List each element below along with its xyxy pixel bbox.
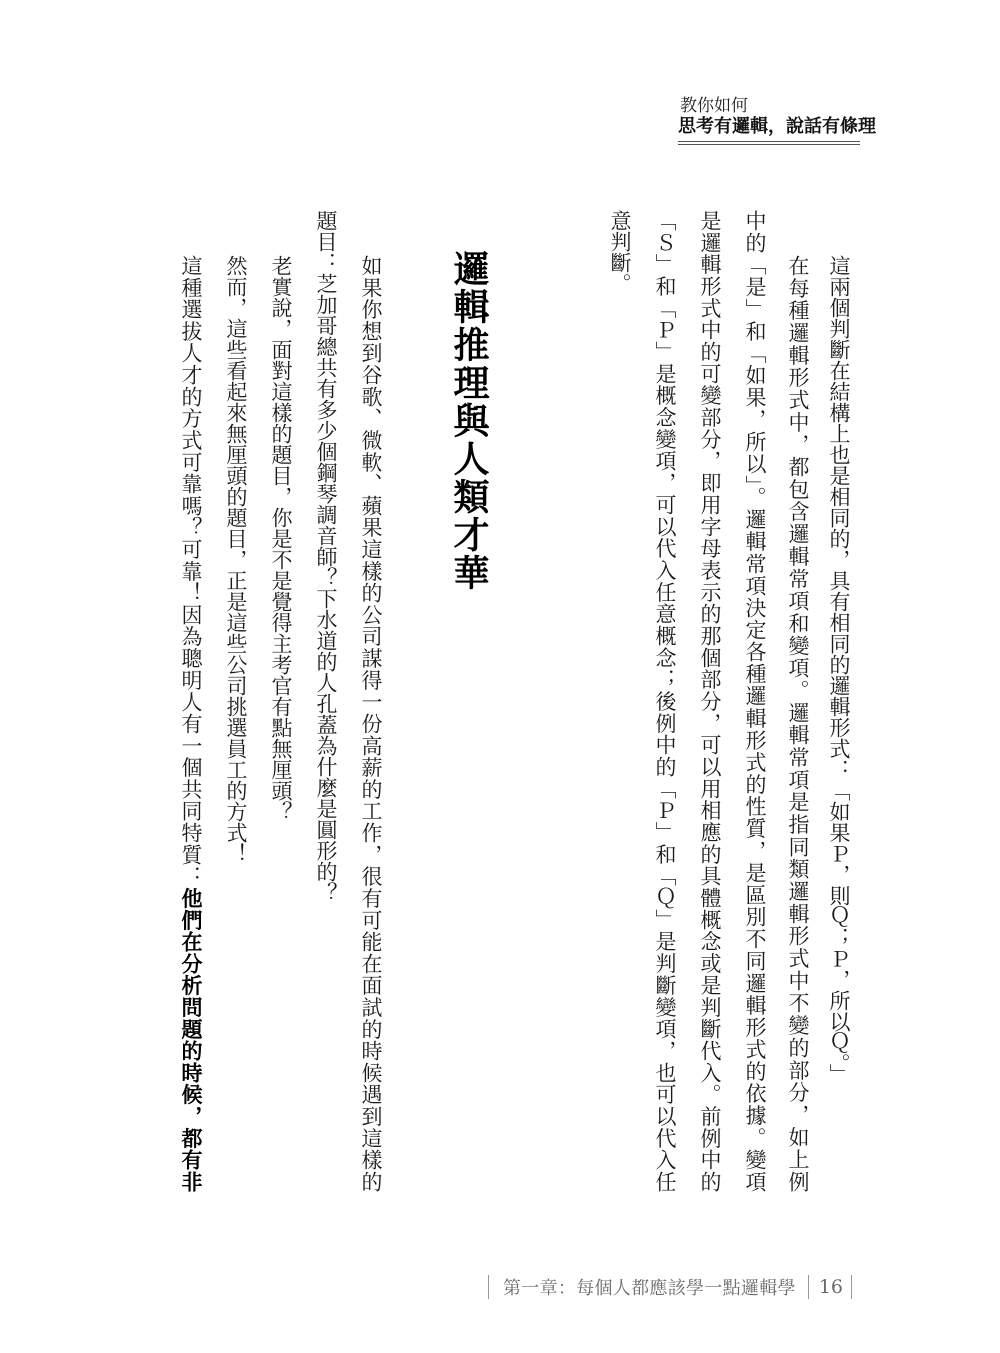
body-column: 如果你想到谷歌、微軟、蘋果這樣的公司謀得一份高薪的工作，很有可能在面試的時候遇到這樣的 — [359, 255, 383, 1192]
footer-divider — [488, 1275, 489, 1299]
running-header — [678, 96, 876, 145]
page-number: 16 — [818, 1276, 843, 1298]
closing-text: 這種選拔人才的方式可靠嗎？可靠！因為聰明人有一個共同特質： — [179, 255, 203, 888]
body-column: 在每種邏輯形式中，都包含邏輯常項和變項。邏輯常項是指同類邏輯形式中不變的部分，如上例 — [786, 255, 810, 1192]
header-rule — [678, 141, 860, 145]
body-column: 然而，這些看起來無厘頭的題目，正是這些公司挑選員工的方式！ — [224, 255, 248, 864]
body-column: 是邏輯形式中的可變部分，即用字母表示的那個部分，可以用相應的具體概念或是判斷代入。前例中的 — [698, 210, 722, 1192]
body-column: 這兩個判斷在結構上也是相同的，具有相同的邏輯形式：「如果Ｐ，則Ｑ；Ｐ，所以Ｑ。」 — [827, 255, 851, 1085]
footer-divider — [808, 1275, 809, 1299]
footer-divider — [851, 1275, 852, 1299]
body-column: 意判斷。 — [608, 210, 632, 294]
book-title: 思考有邏輯，說話有條理 — [678, 116, 876, 137]
body-column: 題目：芝加哥總共有多少個鋼琴調音師？下水道的人孔蓋為什麼是圓形的？ — [314, 210, 338, 903]
closing-emphasis: 他們在分析問題的時候，都有非 — [179, 887, 204, 1193]
body-column: 「Ｓ」和「Ｐ」是概念變項，可以代入任意概念；後例中的「Ｐ」和「Ｑ」是判斷變項，也可以代入任 — [653, 210, 677, 1192]
chapter-title: 第一章：每個人都應該學一點邏輯學 — [503, 1278, 796, 1299]
book-subtitle: 教你如何 — [680, 96, 748, 116]
page-footer — [488, 1274, 852, 1300]
section-heading: 邏輯推理與人類才華 — [448, 250, 490, 592]
body-column — [178, 255, 204, 1192]
body-column: 中的「是」和「如果，所以」。邏輯常項決定各種邏輯形式的性質，是區別不同邏輯形式的依據。變項 — [743, 210, 767, 1192]
body-column: 老實說，面對這樣的題目，你是不是覺得主考官有點無厘頭？ — [269, 255, 293, 822]
